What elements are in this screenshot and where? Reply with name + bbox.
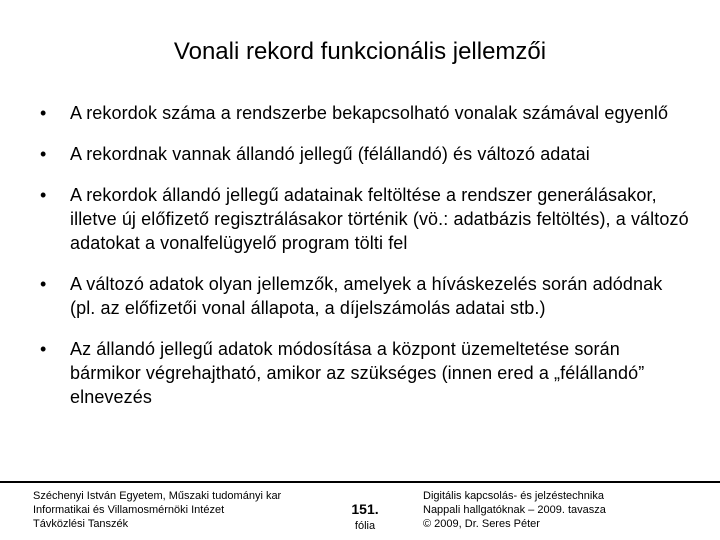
bullet-item: [40, 337, 690, 409]
footer-institute: Informatikai és Villamosmérnöki Intézet: [33, 504, 225, 516]
footer-course: [423, 489, 606, 531]
footer-course-audience: Nappali hallgatóknak – 2009. tavasza: [423, 504, 606, 516]
footer-copyright: © 2009, Dr. Seres Péter: [423, 518, 540, 530]
slide-title: Vonali rekord funkcionális jellemzői: [173, 38, 547, 65]
bullet-text: A változó adatok olyan jellemzők, amelyek a híváskezelés során adódnak (pl. az előfizetői vonal állapota, a díjelszámolás adatai stb.): [70, 274, 663, 318]
footer-divider: [0, 481, 720, 483]
bullet-text: Az állandó jellegű adatok módosítása a központ üzemeltetése során bármikor végrehajtható, amikor az szükséges (innen ered a „félállandó” elnevezés: [70, 339, 645, 407]
bullet-symbol: •: [40, 274, 47, 294]
bullet-text: A rekordnak vannak állandó jellegű (félállandó) és változó adatai: [70, 144, 590, 164]
bullet-item: [40, 272, 690, 320]
bullet-item: [40, 142, 690, 166]
footer-university: Széchenyi István Egyetem, Műszaki tudományi kar: [33, 490, 282, 502]
bullet-item: [40, 101, 690, 125]
slide-label: fólia: [354, 520, 376, 532]
bullet-symbol: •: [40, 185, 47, 205]
footer-institution: [33, 489, 281, 531]
bullet-symbol: •: [40, 103, 47, 123]
bullet-text: A rekordok száma a rendszerbe bekapcsolható vonalak számával egyenlő: [70, 103, 669, 123]
bullet-symbol: •: [40, 339, 47, 359]
footer-department: Távközlési Tanszék: [33, 518, 129, 530]
slide-number: 151.: [351, 501, 379, 517]
bullet-list: [40, 101, 690, 409]
footer-course-title: Digitális kapcsolás- és jelzéstechnika: [423, 490, 604, 502]
bullet-symbol: •: [40, 144, 47, 164]
footer-slide-number: [335, 500, 395, 534]
bullet-text: A rekordok állandó jellegű adatainak feltöltése a rendszer generálásakor, illetve új előfizető regisztrálásakor történik (vö.: adatbázis feltöltés), a változó adatokat a vonalfelügyelő program tölti fel: [70, 185, 689, 253]
bullet-item: [40, 183, 690, 255]
